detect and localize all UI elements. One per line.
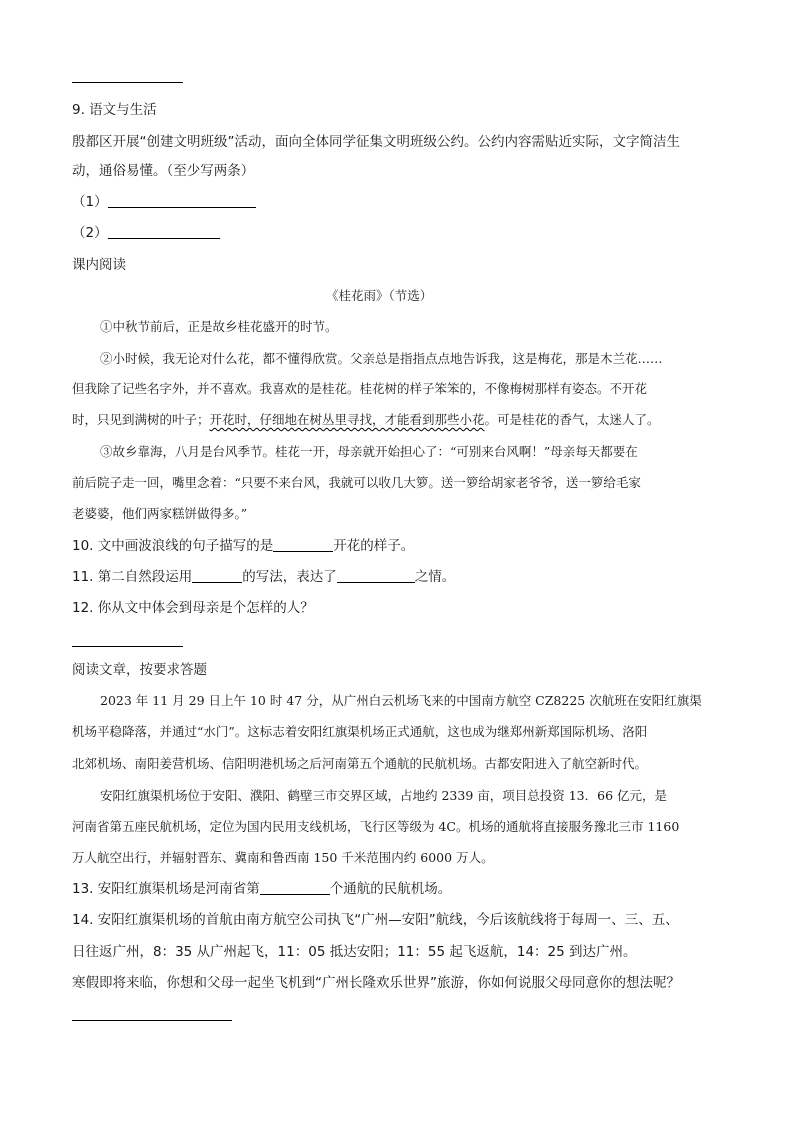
answer-blank[interactable] bbox=[337, 568, 415, 583]
question-text: 之情。 bbox=[414, 569, 456, 585]
answer-line bbox=[72, 82, 183, 83]
section-heading: 课内阅读 bbox=[72, 257, 126, 273]
question-text: 13. 安阳红旗渠机场是河南省第 bbox=[72, 881, 260, 897]
passage-paragraph: 但我除了记些名字外，并不喜欢。我喜欢的是桂花。桂花树的样子笨笨的，不像梅树那样有姿态。不开花 bbox=[72, 381, 648, 396]
passage-paragraph: 前后院子走一回，嘴里念着：“只要不来台风，我就可以收几大箩。送一箩给胡家老爷爷，送一箩给毛家 bbox=[72, 475, 641, 490]
passage-title: 《桂花雨》（节选） bbox=[326, 288, 433, 303]
article-paragraph: 安阳红旗渠机场位于安阳、濮阳、鹤壁三市交界区域，占地约 2339 亩，项目总投资 13．66 亿元，是 bbox=[100, 788, 668, 803]
passage-paragraph: 老婆婆，他们两家糕饼做得多。” bbox=[72, 506, 248, 521]
question-text: 10. 文中画波浪线的句子描写的是 bbox=[72, 538, 274, 554]
passage-paragraph: ②小时候，我无论对什么花，都不懂得欣赏。父亲总是指指点点地告诉我，这是梅花，那是木兰花…… bbox=[100, 351, 663, 366]
answer-item-label: （1） bbox=[72, 194, 108, 210]
passage-paragraph bbox=[72, 411, 660, 429]
question-11 bbox=[72, 568, 455, 586]
article-paragraph: 万人航空出行，并辐射晋东、冀南和鲁西南 150 千米范围内约 6000 万人。 bbox=[72, 850, 494, 865]
passage-paragraph: ①中秋节前后，正是故乡桂花盛开的时节。 bbox=[100, 319, 338, 334]
answer-blank[interactable] bbox=[108, 193, 256, 208]
answer-blank[interactable] bbox=[192, 568, 242, 583]
passage-paragraph: ③故乡靠海，八月是台风季节。桂花一开，母亲就开始担心了：“可别来台风啊！”母亲每天都要在 bbox=[100, 444, 638, 459]
section-heading: 阅读文章，按要求答题 bbox=[72, 662, 207, 678]
article-paragraph: 2023 年 11 月 29 日上午 10 时 47 分，从广州白云机场飞来的中国南方航空 CZ8225 次航班在安阳红旗渠 bbox=[100, 693, 702, 708]
passage-text: 。可是桂花的香气，太迷人了。 bbox=[484, 412, 660, 427]
article-paragraph: 河南省第五座民航机场，定位为国内民用支线机场，飞行区等级为 4C。机场的通航将直接服务豫北三市 1160 bbox=[72, 819, 680, 834]
answer-item-1 bbox=[72, 193, 256, 211]
article-paragraph: 北郊机场、南阳姜营机场、信阳明港机场之后河南第五个通航的民航机场。古都安阳进入了航空新时代。 bbox=[72, 756, 648, 771]
question-text: 个通航的民航机场。 bbox=[329, 881, 452, 897]
question-text: 的写法，表达了 bbox=[242, 569, 337, 585]
answer-blank[interactable] bbox=[108, 224, 220, 239]
question-13 bbox=[72, 880, 451, 898]
passage-text: 时，只见到满树的叶子； bbox=[72, 412, 210, 427]
question-text: 开花的样子。 bbox=[333, 538, 415, 554]
answer-line[interactable] bbox=[72, 1020, 232, 1021]
answer-blank[interactable] bbox=[260, 880, 330, 895]
answer-line[interactable] bbox=[72, 646, 183, 647]
question-14: 日往返广州，8：35 从广州起飞，11：05 抵达安阳；11：55 起飞返航，14：25 到达广州。 bbox=[72, 944, 637, 960]
question-10 bbox=[72, 537, 414, 555]
answer-blank[interactable] bbox=[273, 537, 333, 552]
wavy-underlined-sentence: 开花时，仔细地在树丛里寻找，才能看到那些小花 bbox=[209, 412, 485, 427]
question-text: 11. 第二自然段运用 bbox=[72, 569, 193, 585]
question-9-prompt: 动，通俗易懂。（至少写两条） bbox=[72, 163, 255, 179]
answer-item-2 bbox=[72, 224, 220, 242]
question-14: 14. 安阳红旗渠机场的首航由南方航空公司执飞“广州—安阳”航线，今后该航线将于每周一、三、五、 bbox=[72, 912, 679, 928]
question-9-title: 9. 语文与生活 bbox=[72, 102, 157, 118]
question-14: 寒假即将来临，你想和父母一起坐飞机到“广州长隆欢乐世界”旅游，你如何说服父母同意你的想法呢？ bbox=[72, 975, 680, 991]
answer-item-label: （2） bbox=[72, 225, 108, 241]
question-12: 12. 你从文中体会到母亲是个怎样的人？ bbox=[72, 600, 314, 616]
article-paragraph: 机场平稳降落，并通过“水门”。这标志着安阳红旗渠机场正式通航，这也成为继郑州新郑国际机场、洛阳 bbox=[72, 724, 648, 739]
question-9-prompt: 殷都区开展“创建文明班级”活动，面向全体同学征集文明班级公约。公约内容需贴近实际，文字简洁生 bbox=[72, 134, 680, 150]
